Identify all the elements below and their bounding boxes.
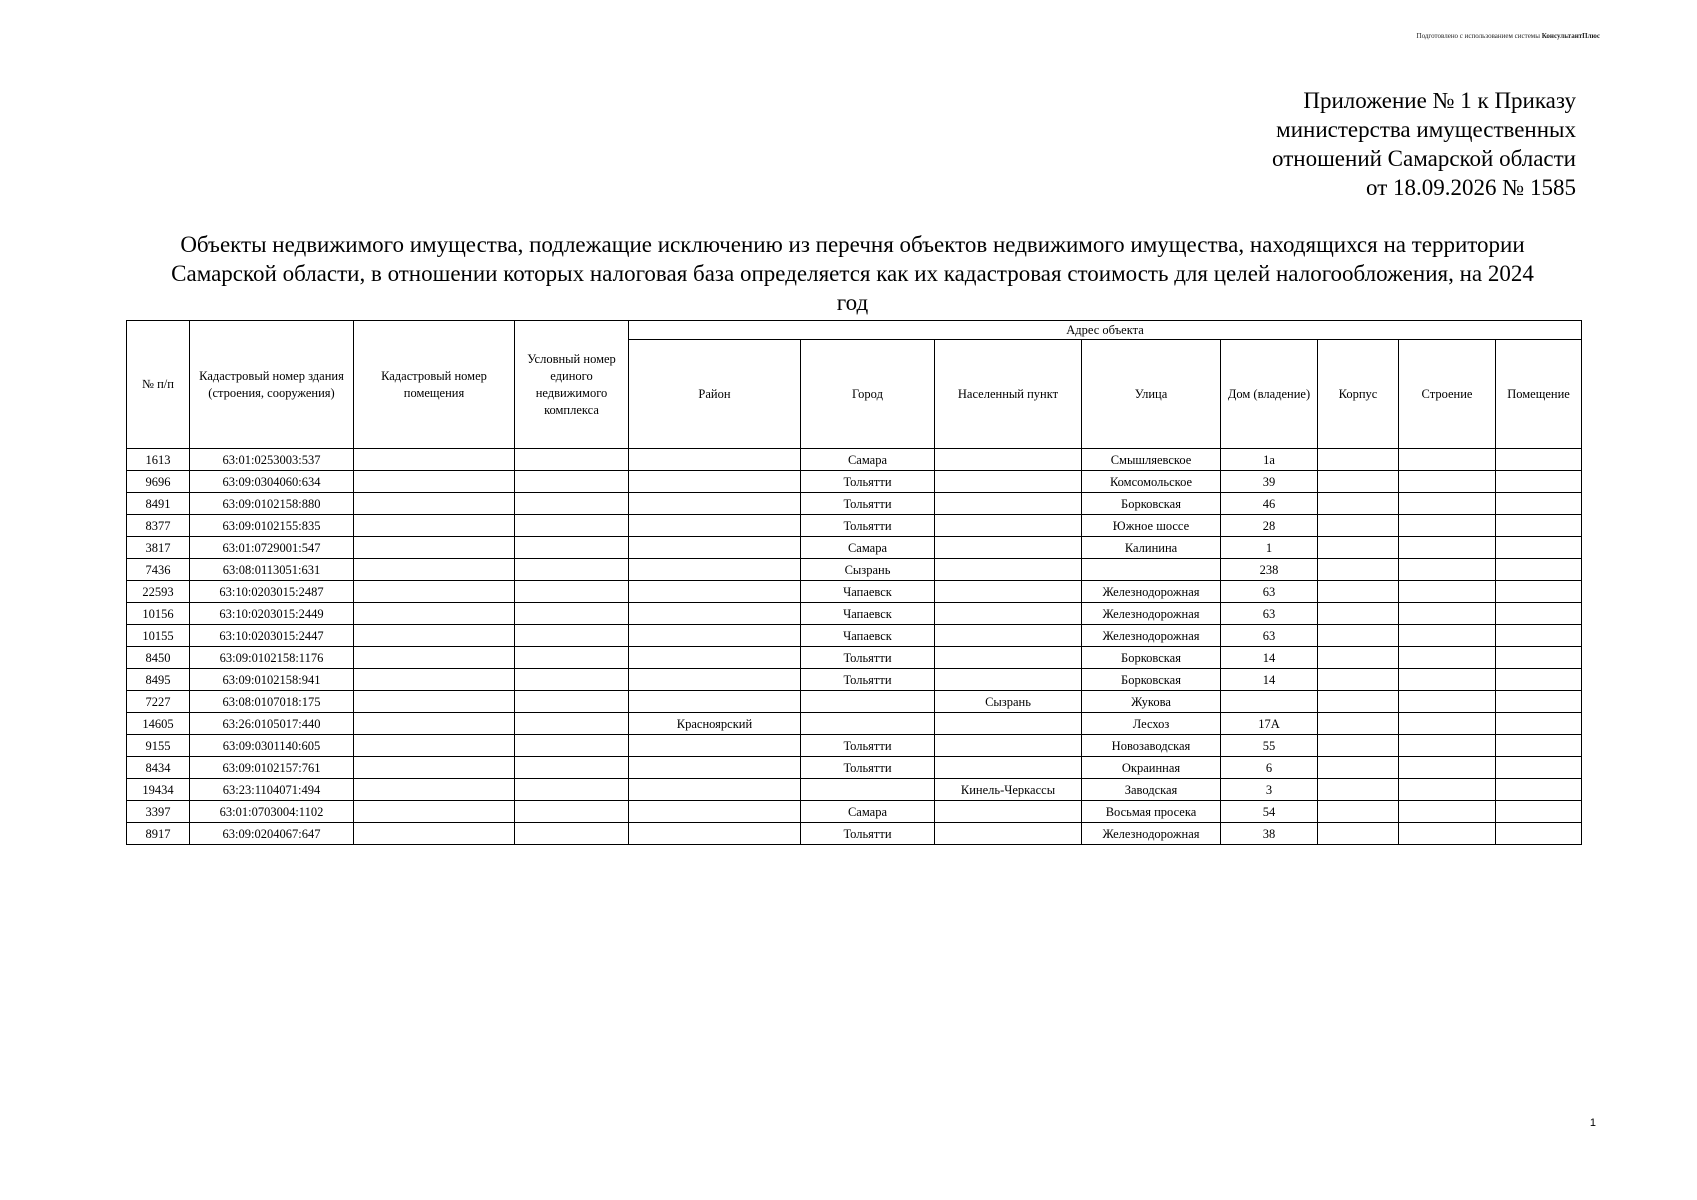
cell-city: Тольятти <box>801 493 935 515</box>
cell-row-num: 9155 <box>127 735 190 757</box>
cell-building-cadastral: 63:09:0102157:761 <box>190 757 354 779</box>
header-num: № п/п <box>127 321 190 449</box>
cell-settlement <box>935 581 1082 603</box>
cell-house: 14 <box>1221 647 1318 669</box>
cell-building-cadastral: 63:08:0113051:631 <box>190 559 354 581</box>
cell-building-cadastral: 63:09:0102155:835 <box>190 515 354 537</box>
cell-city <box>801 779 935 801</box>
table-row <box>127 493 1582 515</box>
cell-complex-number <box>515 581 629 603</box>
cell-street: Жукова <box>1082 691 1221 713</box>
cell-room-cadastral <box>354 801 515 823</box>
cell-korpus <box>1318 647 1399 669</box>
cell-complex-number <box>515 537 629 559</box>
cell-row-num: 8495 <box>127 669 190 691</box>
cell-building-part <box>1399 823 1496 845</box>
cell-settlement <box>935 713 1082 735</box>
cell-street: Окраинная <box>1082 757 1221 779</box>
cell-room-cadastral <box>354 603 515 625</box>
header-room-cadastral: Кадастровый номер помещения <box>354 321 515 449</box>
cell-street: Борковская <box>1082 669 1221 691</box>
appendix-line: отношений Самарской области <box>1272 146 1576 171</box>
cell-row-num: 3817 <box>127 537 190 559</box>
cell-city: Тольятти <box>801 757 935 779</box>
cell-street: Южное шоссе <box>1082 515 1221 537</box>
header-street: Улица <box>1082 340 1221 449</box>
cell-building-cadastral: 63:09:0301140:605 <box>190 735 354 757</box>
cell-street: Лесхоз <box>1082 713 1221 735</box>
cell-settlement <box>935 537 1082 559</box>
cell-row-num: 22593 <box>127 581 190 603</box>
cell-street: Борковская <box>1082 493 1221 515</box>
cell-district <box>629 757 801 779</box>
property-table <box>126 320 1582 845</box>
cell-street: Железнодорожная <box>1082 823 1221 845</box>
cell-city: Тольятти <box>801 471 935 493</box>
appendix-header <box>1272 86 1576 202</box>
cell-house: 1а <box>1221 449 1318 471</box>
top-note-prefix: Подготовлено с использованием системы <box>1416 32 1540 40</box>
table-row <box>127 713 1582 735</box>
cell-complex-number <box>515 691 629 713</box>
cell-row-num: 8434 <box>127 757 190 779</box>
cell-district <box>629 537 801 559</box>
cell-complex-number <box>515 647 629 669</box>
cell-building-part <box>1399 801 1496 823</box>
cell-building-cadastral: 63:09:0102158:1176 <box>190 647 354 669</box>
cell-building-cadastral: 63:09:0102158:941 <box>190 669 354 691</box>
cell-room-cadastral <box>354 515 515 537</box>
cell-house: 38 <box>1221 823 1318 845</box>
cell-row-num: 7227 <box>127 691 190 713</box>
cell-house: 17А <box>1221 713 1318 735</box>
cell-building-part <box>1399 471 1496 493</box>
cell-district <box>629 735 801 757</box>
cell-row-num: 1613 <box>127 449 190 471</box>
cell-settlement <box>935 471 1082 493</box>
cell-complex-number <box>515 779 629 801</box>
cell-house: 63 <box>1221 603 1318 625</box>
cell-complex-number <box>515 713 629 735</box>
cell-row-num: 14605 <box>127 713 190 735</box>
cell-premises <box>1496 603 1582 625</box>
cell-settlement <box>935 669 1082 691</box>
cell-room-cadastral <box>354 735 515 757</box>
cell-street: Заводская <box>1082 779 1221 801</box>
header-premises: Помещение <box>1496 340 1582 449</box>
cell-district <box>629 493 801 515</box>
cell-district <box>629 581 801 603</box>
cell-house: 46 <box>1221 493 1318 515</box>
table-row <box>127 515 1582 537</box>
cell-room-cadastral <box>354 559 515 581</box>
cell-city: Самара <box>801 537 935 559</box>
cell-building-part <box>1399 669 1496 691</box>
cell-complex-number <box>515 493 629 515</box>
table-row <box>127 537 1582 559</box>
cell-building-cadastral: 63:10:0203015:2449 <box>190 603 354 625</box>
cell-row-num: 3397 <box>127 801 190 823</box>
cell-building-part <box>1399 493 1496 515</box>
cell-premises <box>1496 493 1582 515</box>
cell-city: Сызрань <box>801 559 935 581</box>
cell-street: Восьмая просека <box>1082 801 1221 823</box>
cell-premises <box>1496 581 1582 603</box>
cell-settlement <box>935 801 1082 823</box>
cell-settlement <box>935 735 1082 757</box>
cell-korpus <box>1318 691 1399 713</box>
cell-street: Железнодорожная <box>1082 581 1221 603</box>
cell-settlement: Сызрань <box>935 691 1082 713</box>
cell-settlement <box>935 559 1082 581</box>
cell-room-cadastral <box>354 581 515 603</box>
cell-house: 3 <box>1221 779 1318 801</box>
cell-building-part <box>1399 757 1496 779</box>
cell-room-cadastral <box>354 823 515 845</box>
cell-room-cadastral <box>354 669 515 691</box>
header-city: Город <box>801 340 935 449</box>
cell-building-part <box>1399 449 1496 471</box>
cell-premises <box>1496 449 1582 471</box>
cell-city: Тольятти <box>801 647 935 669</box>
cell-building-cadastral: 63:09:0204067:647 <box>190 823 354 845</box>
cell-settlement <box>935 823 1082 845</box>
cell-premises <box>1496 779 1582 801</box>
cell-premises <box>1496 647 1582 669</box>
cell-korpus <box>1318 603 1399 625</box>
cell-building-cadastral: 63:08:0107018:175 <box>190 691 354 713</box>
cell-row-num: 9696 <box>127 471 190 493</box>
cell-row-num: 8377 <box>127 515 190 537</box>
cell-district <box>629 801 801 823</box>
table-row <box>127 471 1582 493</box>
cell-city <box>801 713 935 735</box>
cell-room-cadastral <box>354 449 515 471</box>
cell-premises <box>1496 559 1582 581</box>
cell-premises <box>1496 801 1582 823</box>
cell-korpus <box>1318 823 1399 845</box>
cell-premises <box>1496 713 1582 735</box>
cell-building-cadastral: 63:10:0203015:2447 <box>190 625 354 647</box>
cell-district <box>629 691 801 713</box>
table-row <box>127 647 1582 669</box>
consultant-plus-note <box>1417 32 1600 40</box>
cell-complex-number <box>515 823 629 845</box>
cell-house: 63 <box>1221 625 1318 647</box>
table-row <box>127 691 1582 713</box>
cell-korpus <box>1318 515 1399 537</box>
cell-settlement <box>935 647 1082 669</box>
cell-building-part <box>1399 559 1496 581</box>
cell-complex-number <box>515 735 629 757</box>
cell-room-cadastral <box>354 493 515 515</box>
cell-building-cadastral: 63:26:0105017:440 <box>190 713 354 735</box>
appendix-line: Приложение № 1 к Приказу <box>1303 88 1576 113</box>
cell-district: Красноярский <box>629 713 801 735</box>
cell-city <box>801 691 935 713</box>
table-row <box>127 603 1582 625</box>
cell-room-cadastral <box>354 779 515 801</box>
cell-room-cadastral <box>354 537 515 559</box>
cell-premises <box>1496 471 1582 493</box>
header-address-group: Адрес объекта <box>629 321 1582 340</box>
cell-building-part <box>1399 515 1496 537</box>
cell-room-cadastral <box>354 471 515 493</box>
cell-complex-number <box>515 603 629 625</box>
cell-room-cadastral <box>354 647 515 669</box>
cell-settlement <box>935 493 1082 515</box>
cell-building-part <box>1399 603 1496 625</box>
cell-city: Самара <box>801 449 935 471</box>
top-note-brand: КонсультантПлюс <box>1541 32 1600 40</box>
cell-city: Тольятти <box>801 669 935 691</box>
cell-district <box>629 603 801 625</box>
cell-district <box>629 669 801 691</box>
cell-street: Железнодорожная <box>1082 625 1221 647</box>
cell-complex-number <box>515 757 629 779</box>
table-row <box>127 449 1582 471</box>
cell-district <box>629 625 801 647</box>
cell-city: Самара <box>801 801 935 823</box>
cell-district <box>629 449 801 471</box>
cell-building-part <box>1399 581 1496 603</box>
cell-city: Чапаевск <box>801 625 935 647</box>
cell-korpus <box>1318 471 1399 493</box>
cell-row-num: 7436 <box>127 559 190 581</box>
cell-complex-number <box>515 625 629 647</box>
cell-korpus <box>1318 581 1399 603</box>
table-row <box>127 669 1582 691</box>
table-header <box>127 321 1582 449</box>
cell-building-cadastral: 63:09:0304060:634 <box>190 471 354 493</box>
appendix-line: министерства имущественных <box>1276 117 1576 142</box>
cell-complex-number <box>515 471 629 493</box>
cell-street: Смышляевское <box>1082 449 1221 471</box>
cell-house: 14 <box>1221 669 1318 691</box>
cell-premises <box>1496 691 1582 713</box>
cell-building-part <box>1399 735 1496 757</box>
cell-room-cadastral <box>354 691 515 713</box>
cell-complex-number <box>515 515 629 537</box>
cell-korpus <box>1318 669 1399 691</box>
cell-premises <box>1496 757 1582 779</box>
cell-building-cadastral: 63:23:1104071:494 <box>190 779 354 801</box>
header-korpus: Корпус <box>1318 340 1399 449</box>
cell-row-num: 8917 <box>127 823 190 845</box>
cell-city: Тольятти <box>801 735 935 757</box>
page-number: 1 <box>1589 1117 1596 1129</box>
table-row <box>127 735 1582 757</box>
cell-district <box>629 823 801 845</box>
cell-korpus <box>1318 779 1399 801</box>
cell-house: 28 <box>1221 515 1318 537</box>
cell-city: Чапаевск <box>801 603 935 625</box>
cell-house: 39 <box>1221 471 1318 493</box>
cell-row-num: 8450 <box>127 647 190 669</box>
cell-street: Новозаводская <box>1082 735 1221 757</box>
cell-settlement: Кинель-Черкассы <box>935 779 1082 801</box>
cell-building-cadastral: 63:09:0102158:880 <box>190 493 354 515</box>
header-house: Дом (владение) <box>1221 340 1318 449</box>
header-district: Район <box>629 340 801 449</box>
cell-complex-number <box>515 449 629 471</box>
cell-korpus <box>1318 537 1399 559</box>
cell-settlement <box>935 515 1082 537</box>
cell-row-num: 10155 <box>127 625 190 647</box>
cell-complex-number <box>515 669 629 691</box>
cell-street: Комсомольское <box>1082 471 1221 493</box>
cell-settlement <box>935 449 1082 471</box>
cell-house: 54 <box>1221 801 1318 823</box>
cell-house: 55 <box>1221 735 1318 757</box>
cell-premises <box>1496 537 1582 559</box>
cell-street <box>1082 559 1221 581</box>
cell-building-cadastral: 63:01:0729001:547 <box>190 537 354 559</box>
cell-city: Тольятти <box>801 823 935 845</box>
cell-korpus <box>1318 735 1399 757</box>
cell-district <box>629 471 801 493</box>
cell-building-part <box>1399 647 1496 669</box>
cell-building-part <box>1399 779 1496 801</box>
cell-premises <box>1496 669 1582 691</box>
table-row <box>127 801 1582 823</box>
cell-korpus <box>1318 625 1399 647</box>
table-row <box>127 779 1582 801</box>
cell-house: 6 <box>1221 757 1318 779</box>
cell-settlement <box>935 757 1082 779</box>
cell-settlement <box>935 625 1082 647</box>
cell-building-cadastral: 63:01:0253003:537 <box>190 449 354 471</box>
cell-row-num: 8491 <box>127 493 190 515</box>
cell-row-num: 10156 <box>127 603 190 625</box>
cell-house: 1 <box>1221 537 1318 559</box>
cell-city: Чапаевск <box>801 581 935 603</box>
cell-premises <box>1496 625 1582 647</box>
header-settlement: Населенный пункт <box>935 340 1082 449</box>
cell-complex-number <box>515 559 629 581</box>
cell-room-cadastral <box>354 625 515 647</box>
cell-street: Калинина <box>1082 537 1221 559</box>
cell-house: 63 <box>1221 581 1318 603</box>
table-row <box>127 581 1582 603</box>
cell-city: Тольятти <box>801 515 935 537</box>
cell-korpus <box>1318 801 1399 823</box>
cell-district <box>629 515 801 537</box>
cell-street: Железнодорожная <box>1082 603 1221 625</box>
cell-korpus <box>1318 493 1399 515</box>
table-row <box>127 823 1582 845</box>
cell-korpus <box>1318 713 1399 735</box>
header-building-cadastral: Кадастровый номер здания (строения, сооружения) <box>190 321 354 449</box>
header-complex-number: Условный номер единого недвижимого комплекса <box>515 321 629 449</box>
cell-premises <box>1496 515 1582 537</box>
cell-district <box>629 779 801 801</box>
cell-settlement <box>935 603 1082 625</box>
cell-korpus <box>1318 757 1399 779</box>
cell-room-cadastral <box>354 713 515 735</box>
header-building-part: Строение <box>1399 340 1496 449</box>
appendix-line: от 18.09.2026 № 1585 <box>1366 175 1576 200</box>
table-row <box>127 625 1582 647</box>
cell-building-part <box>1399 537 1496 559</box>
cell-house <box>1221 691 1318 713</box>
cell-premises <box>1496 823 1582 845</box>
cell-room-cadastral <box>354 757 515 779</box>
table-body <box>127 449 1582 845</box>
cell-building-cadastral: 63:10:0203015:2487 <box>190 581 354 603</box>
cell-korpus <box>1318 559 1399 581</box>
cell-row-num: 19434 <box>127 779 190 801</box>
cell-district <box>629 559 801 581</box>
cell-korpus <box>1318 449 1399 471</box>
cell-premises <box>1496 735 1582 757</box>
cell-house: 238 <box>1221 559 1318 581</box>
cell-building-part <box>1399 625 1496 647</box>
cell-district <box>629 647 801 669</box>
cell-complex-number <box>515 801 629 823</box>
table-row <box>127 559 1582 581</box>
document-title: Объекты недвижимого имущества, подлежащие исключению из перечня объектов недвижимого имущества, находящихся на территории Самарской области, в отношении которых налоговая база определяется как их кадастровая стоимость для целей налогообложения, на 2024 год <box>171 232 1534 315</box>
cell-street: Борковская <box>1082 647 1221 669</box>
cell-building-part <box>1399 713 1496 735</box>
cell-building-part <box>1399 691 1496 713</box>
table-row <box>127 757 1582 779</box>
cell-building-cadastral: 63:01:0703004:1102 <box>190 801 354 823</box>
